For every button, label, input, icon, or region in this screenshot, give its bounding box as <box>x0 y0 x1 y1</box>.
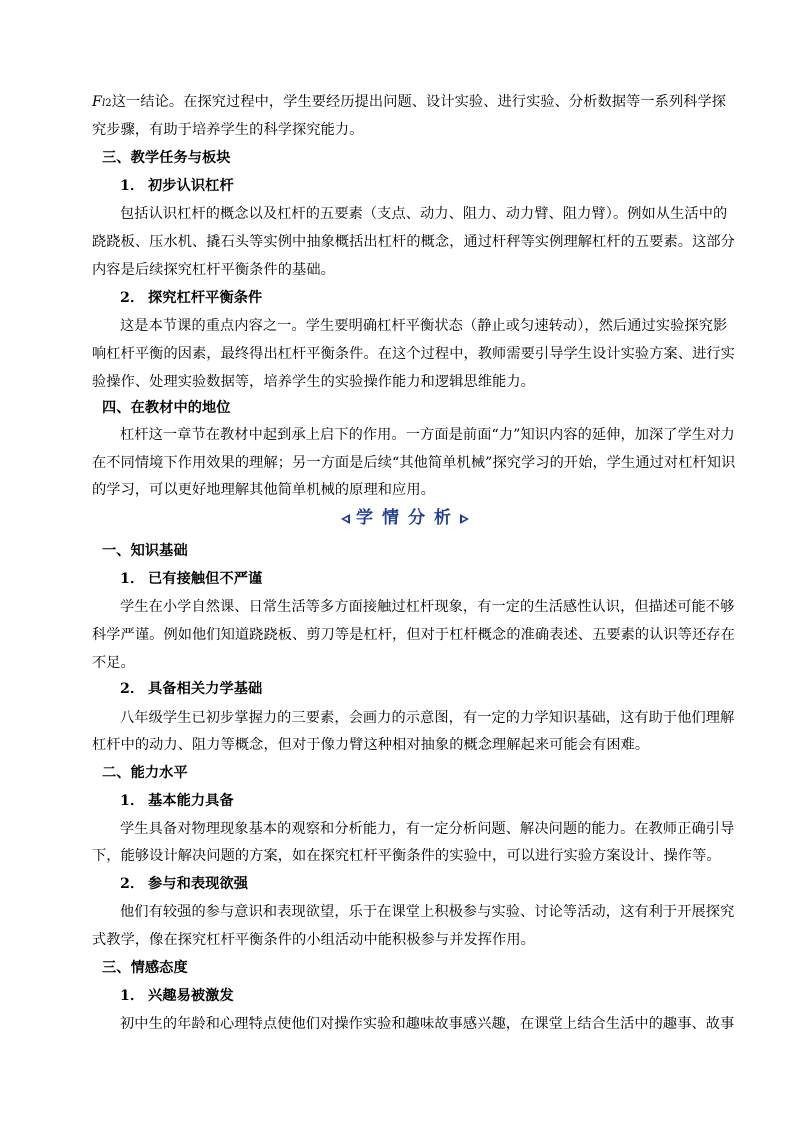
subsection-title: 初步认识杠杆 <box>148 178 234 194</box>
section-banner <box>341 505 469 531</box>
subsection-heading <box>120 874 248 894</box>
paragraph-line: 科学严谨。例如他们知道跷跷板、剪刀等是杠杆，但对于杠杆概念的准确表述、五要素的认识等还存在 <box>92 627 735 643</box>
paragraph-line: 杠杆这一章节在教材中起到承上启下的作用。一方面是前面“力”知识内容的延伸，加深了学生对力 <box>120 427 735 443</box>
paragraph-line: 学生在小学自然课、日常生活等多方面接触过杠杆现象，有一定的生活感性认识，但描述可能不够 <box>120 599 735 615</box>
subsection-title: 已有接触但不严谨 <box>148 571 263 587</box>
section-heading: 二、能力水平 <box>102 765 188 781</box>
subsection-heading <box>120 569 262 589</box>
formula-subscript: l <box>101 98 106 109</box>
formula-symbol: F <box>92 94 102 110</box>
item-number: 2． <box>120 876 145 892</box>
paragraph-line: 究步骤，有助于培养学生的科学探究能力。 <box>92 122 364 138</box>
subsection-title: 参与和表现欲强 <box>148 876 249 892</box>
paragraph-line: 式教学，像在探究杠杆平衡条件的小组活动中能积极参与并发挥作用。 <box>92 932 535 948</box>
paragraph-line: 包括认识杠杆的概念以及杠杆的五要素（支点、动力、阻力、动力臂、阻力臂）。例如从生活中的 <box>120 206 728 222</box>
subsection-heading <box>120 288 262 308</box>
subsection-title: 兴趣易被激发 <box>148 988 234 1004</box>
section-heading: 三、教学任务与板块 <box>102 150 231 166</box>
subsection-title: 具备相关力学基础 <box>148 681 263 697</box>
subsection-title: 基本能力具备 <box>148 793 234 809</box>
triangle-left-icon <box>341 514 350 524</box>
subsection-heading <box>120 791 234 811</box>
paragraph-line: 内容是后续探究杠杆平衡条件的基础。 <box>92 262 335 278</box>
paragraph-line: 初中生的年龄和心理特点使他们对操作实验和趣味故事感兴趣，在课堂上结合生活中的趣事、故事 <box>120 1016 735 1032</box>
paragraph-line: 响杠杆平衡的因素，最终得出杠杆平衡条件。在这个过程中，教师需要引导学生设计实验方案、进行实 <box>92 346 735 362</box>
section-heading: 一、知识基础 <box>102 543 188 559</box>
formula-subscript-index: 2 <box>105 98 112 109</box>
item-number: 1． <box>120 988 145 1004</box>
item-number: 1． <box>120 571 145 587</box>
triangle-right-icon <box>460 514 469 524</box>
paragraph-line <box>92 92 726 114</box>
item-number: 2． <box>120 290 145 306</box>
subsection-heading <box>120 986 234 1006</box>
subsection-heading <box>120 176 234 196</box>
paragraph-line: 学生具备对物理现象基本的观察和分析能力，有一定分析问题、解决问题的能力。在教师正确引导 <box>120 821 735 837</box>
paragraph-text: 这一结论。在探究过程中，学生要经历提出问题、设计实验、进行实验、分析数据等一系列科学探 <box>111 94 727 110</box>
paragraph-line: 下，能够设计解决问题的方案，如在探究杠杆平衡条件的实验中，可以进行实验方案设计、操作等。 <box>92 848 721 864</box>
banner-title: 学情分析 <box>356 508 460 528</box>
paragraph-line: 这是本节课的重点内容之一。学生要明确杠杆平衡状态（静止或匀速转动），然后通过实验探究影 <box>120 318 728 334</box>
item-number: 1． <box>120 178 145 194</box>
item-number: 2． <box>120 681 145 697</box>
section-heading: 四、在教材中的地位 <box>102 400 231 416</box>
paragraph-line: 不足。 <box>92 655 135 671</box>
paragraph-line: 杠杆中的动力、阻力等概念，但对于像力臂这种相对抽象的概念理解起来可能会有困难。 <box>92 737 650 753</box>
paragraph-line: 在不同情境下作用效果的理解；另一方面是后续“其他简单机械”探究学习的开始，学生通过对杠杆知识 <box>92 455 736 471</box>
paragraph-line: 跷跷板、压水机、撬石头等实例中抽象概括出杠杆的概念，通过杆秤等实例理解杠杆的五要素。这部分 <box>92 234 735 250</box>
subsection-heading <box>120 679 262 699</box>
paragraph-line: 的学习，可以更好地理解其他简单机械的原理和应用。 <box>92 482 435 498</box>
item-number: 1． <box>120 793 145 809</box>
paragraph-line: 八年级学生已初步掌握力的三要素，会画力的示意图，有一定的力学知识基础，这有助于他们理解 <box>120 710 735 726</box>
section-heading: 三、情感态度 <box>102 960 188 976</box>
paragraph-line: 他们有较强的参与意识和表现欲望，乐于在课堂上积极参与实验、讨论等活动，这有利于开展探究 <box>120 904 735 920</box>
paragraph-line: 验操作、处理实验数据等，培养学生的实验操作能力和逻辑思维能力。 <box>92 374 535 390</box>
subsection-title: 探究杠杆平衡条件 <box>148 290 263 306</box>
